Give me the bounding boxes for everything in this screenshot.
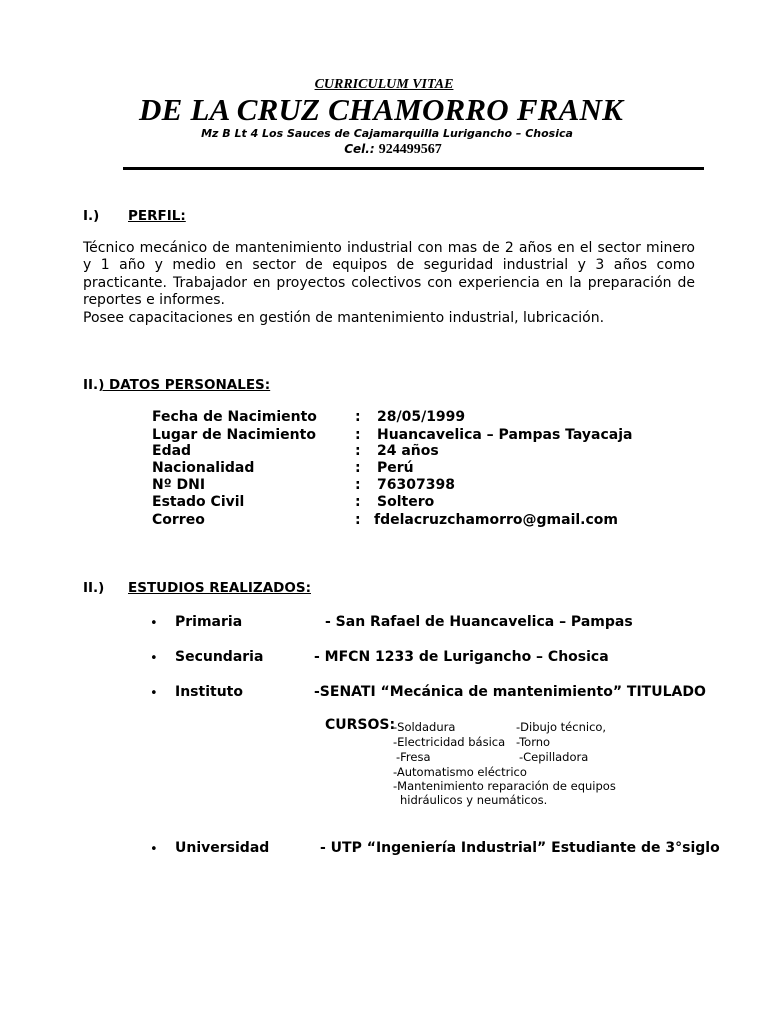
perfil-number: I.) bbox=[83, 208, 100, 224]
edu-secundaria: - MFCN 1233 de Lurigancho – Chosica bbox=[314, 649, 609, 665]
datos-label: Fecha de Nacimiento bbox=[152, 409, 317, 425]
edu-universidad: - UTP “Ingeniería Industrial” Estudiante de 3°siglo bbox=[320, 840, 720, 856]
dni: 76307398 bbox=[377, 477, 455, 493]
header-divider bbox=[123, 167, 704, 170]
estudios-number: II.) bbox=[83, 580, 105, 596]
edu-label: Secundaria bbox=[175, 649, 264, 665]
datos-heading bbox=[83, 377, 270, 393]
datos-label: Edad bbox=[152, 443, 192, 459]
perfil-heading: PERFIL: bbox=[128, 208, 186, 224]
estudios-heading: ESTUDIOS REALIZADOS: bbox=[128, 580, 311, 596]
curso-item: -Dibujo técnico, bbox=[516, 720, 607, 734]
curso-item: -Soldadura bbox=[393, 720, 456, 734]
datos-number: II. bbox=[83, 377, 99, 393]
age: 24 años bbox=[377, 443, 439, 459]
edu-primaria: - San Rafael de Huancavelica – Pampas bbox=[325, 614, 633, 630]
datos-label: Nº DNI bbox=[152, 477, 206, 493]
curso-item: -Automatismo eléctrico bbox=[393, 765, 527, 779]
bullet-icon: • bbox=[150, 686, 158, 701]
curso-item: hidráulicos y neumáticos. bbox=[400, 793, 548, 807]
curso-item: -Fresa bbox=[396, 750, 431, 764]
address: Mz B Lt 4 Los Sauces de Cajamarquilla Lurigancho – Chosica bbox=[201, 127, 573, 140]
edu-instituto: -SENATI “Mecánica de mantenimiento” TITULADO bbox=[314, 684, 706, 700]
perfil-body bbox=[83, 240, 695, 327]
datos-colon: : bbox=[355, 427, 361, 443]
edu-label: Universidad bbox=[175, 840, 270, 856]
cv-title: CURRICULUM VITAE bbox=[314, 77, 454, 92]
datos-colon: : bbox=[355, 512, 361, 528]
edu-label: Instituto bbox=[175, 684, 243, 700]
curso-item: -Mantenimiento reparación de equipos bbox=[393, 779, 616, 793]
phone-label: Cel.: bbox=[344, 142, 379, 156]
civil-status: Soltero bbox=[377, 494, 435, 510]
bullet-icon: • bbox=[150, 842, 158, 857]
nationality: Perú bbox=[377, 460, 414, 476]
perfil-paragraph: Técnico mecánico de mantenimiento industrial con mas de 2 años en el sector minero y 1 año y medio en sector de equipos de seguridad industrial y 3 años como practicante. Trabajador en proyectos colectivos con experiencia en la preparación de reportes e informes. bbox=[83, 240, 695, 309]
datos-colon: : bbox=[355, 477, 361, 493]
perfil-paragraph: Posee capacitaciones en gestión de mantenimiento industrial, lubricación. bbox=[83, 309, 605, 326]
datos-label: Lugar de Nacimiento bbox=[152, 427, 316, 443]
datos-label: Correo bbox=[152, 512, 205, 528]
edu-label: Primaria bbox=[175, 614, 243, 630]
datos-colon: : bbox=[355, 494, 361, 510]
cursos-label: CURSOS: bbox=[325, 717, 396, 733]
email: fdelacruzchamorro@gmail.com bbox=[374, 512, 618, 528]
phone-number: 924499567 bbox=[378, 142, 442, 157]
curso-item: -Electricidad básica bbox=[393, 735, 506, 749]
datos-colon: : bbox=[355, 460, 361, 476]
datos-colon: : bbox=[355, 409, 361, 425]
datos-colon: : bbox=[355, 443, 361, 459]
curso-item: -Cepilladora bbox=[519, 750, 589, 764]
bullet-icon: • bbox=[150, 616, 158, 631]
birth-place: Huancavelica – Pampas Tayacaja bbox=[377, 427, 633, 443]
phone-line bbox=[0, 142, 768, 158]
candidate-name: DE LA CRUZ CHAMORRO FRANK bbox=[139, 92, 623, 127]
birth-date: 28/05/1999 bbox=[377, 409, 466, 425]
datos-label: Estado Civil bbox=[152, 494, 245, 510]
curso-item: -Torno bbox=[516, 735, 551, 749]
datos-title: ) DATOS PERSONALES: bbox=[98, 377, 271, 393]
bullet-icon: • bbox=[150, 651, 158, 666]
datos-label: Nacionalidad bbox=[152, 460, 255, 476]
